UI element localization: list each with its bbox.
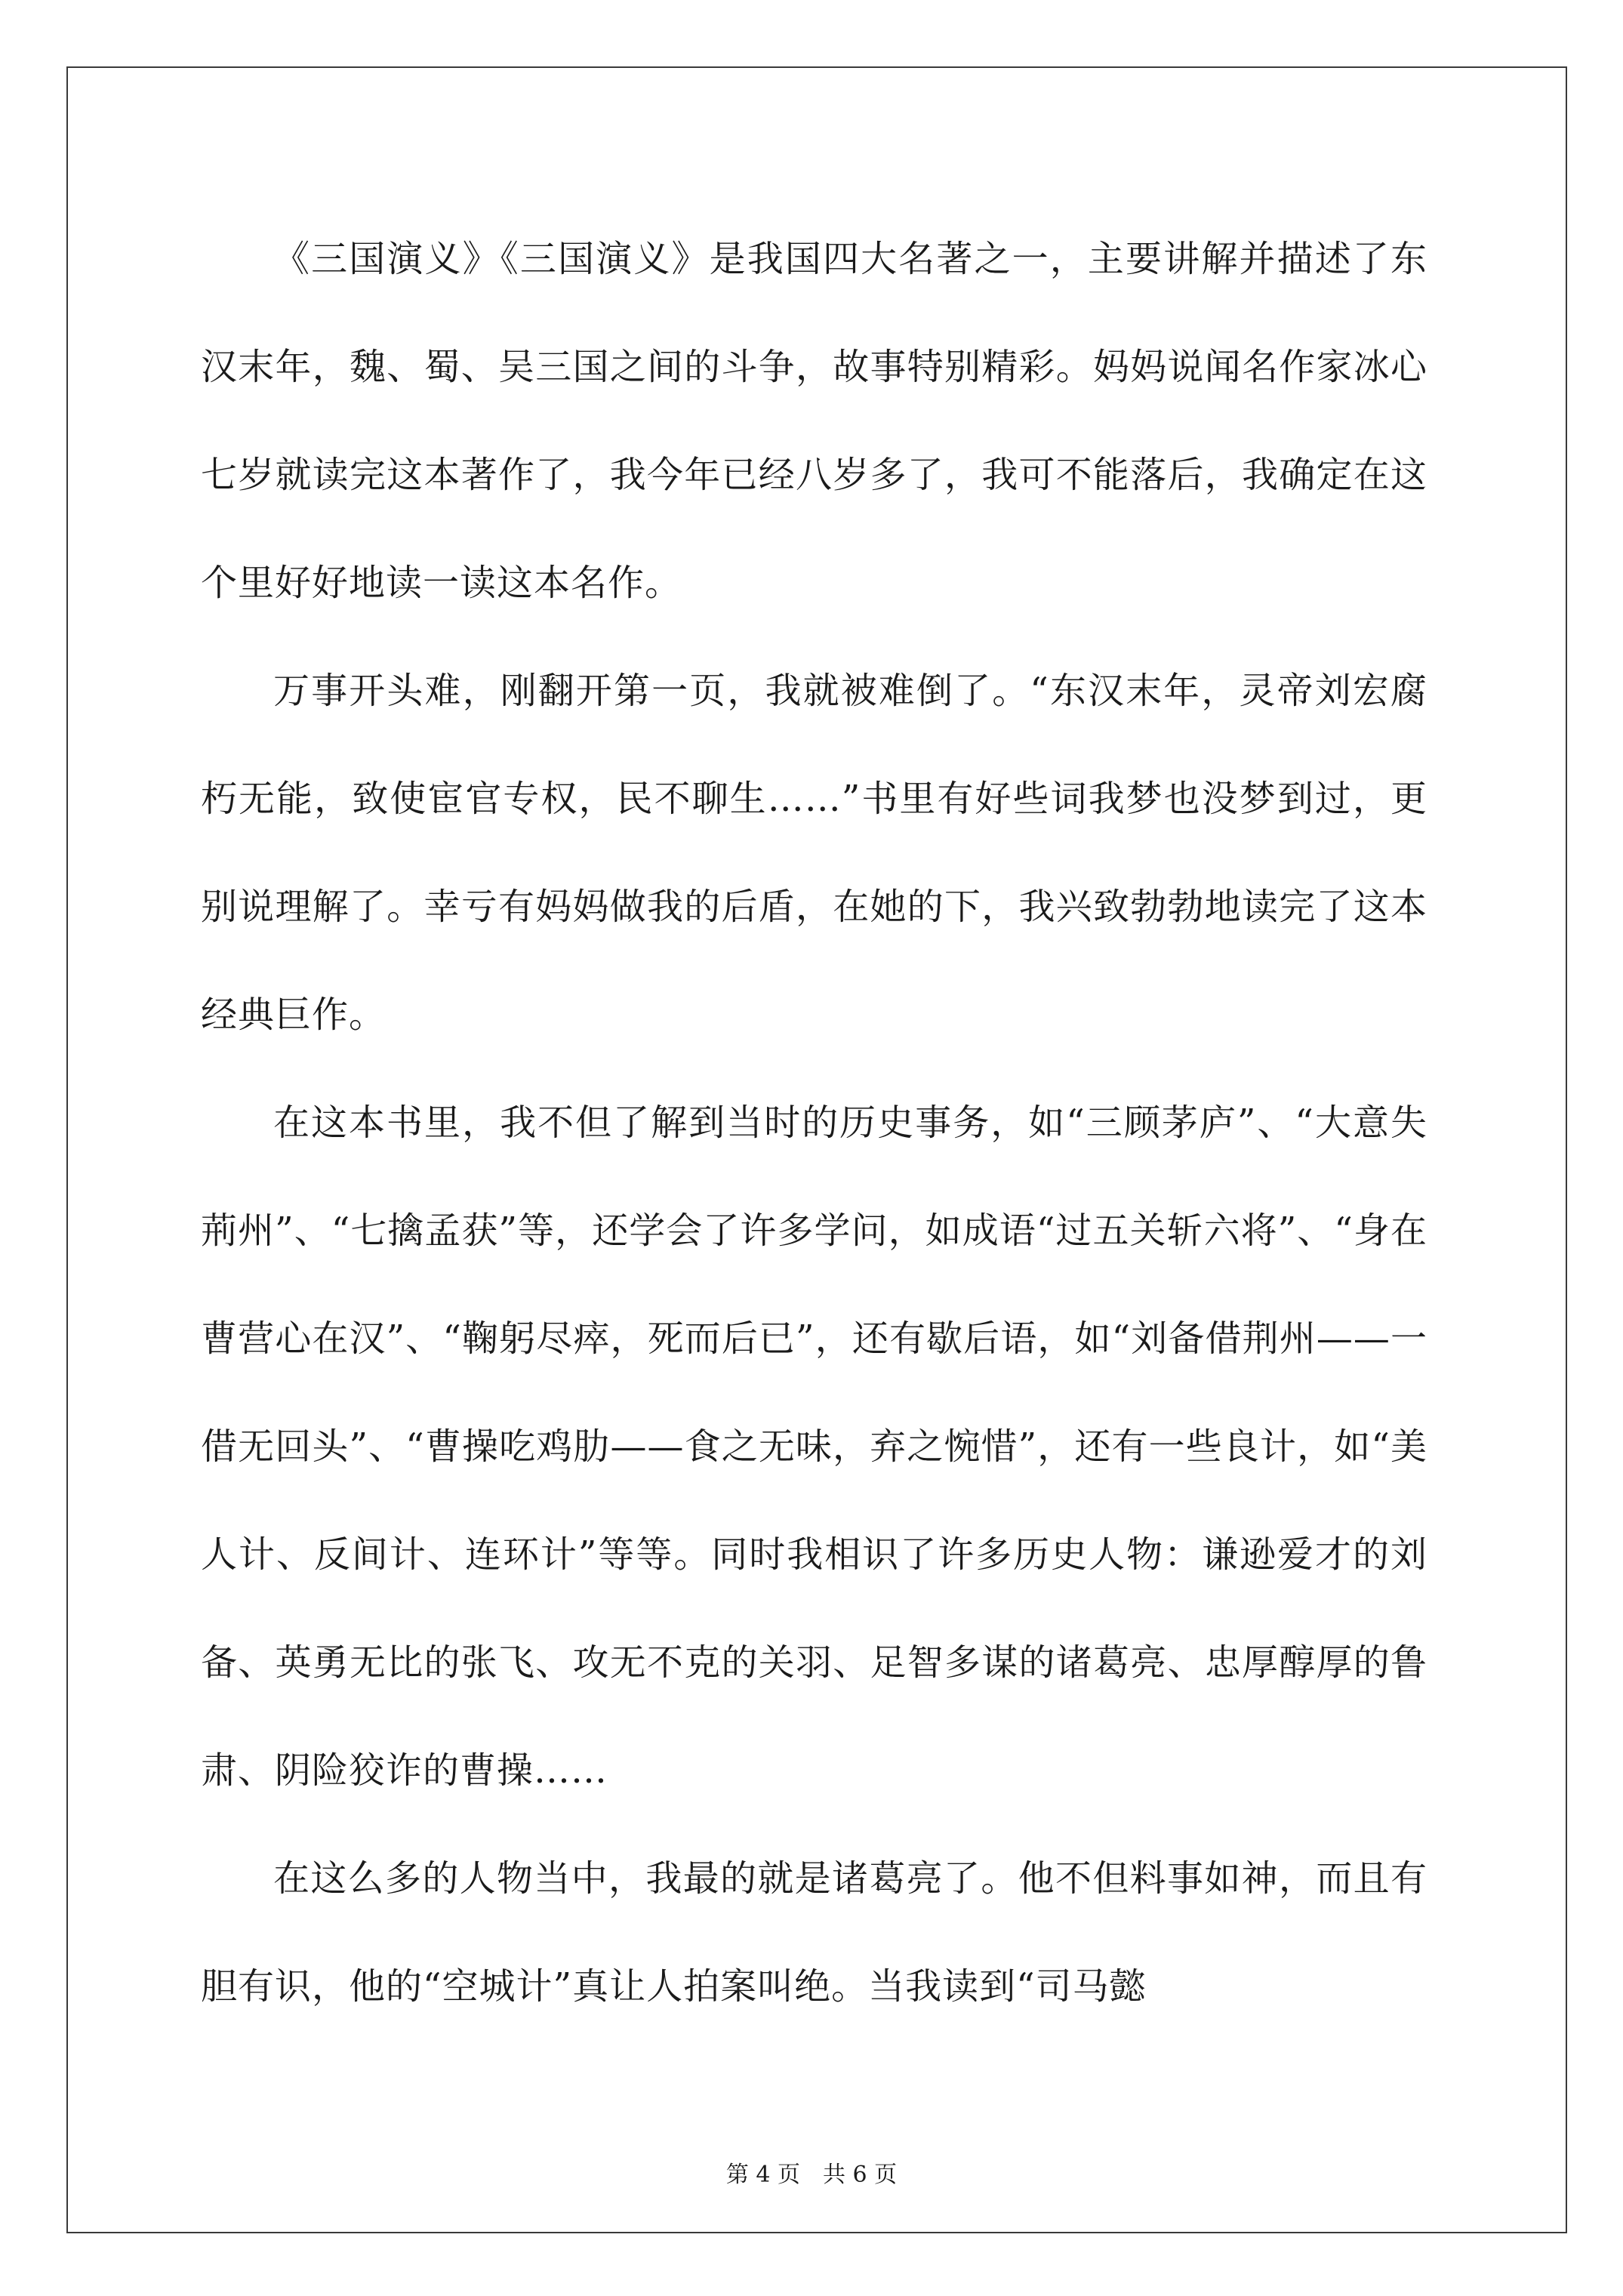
page-number: 第 4 页 共 6 页 (725, 2162, 898, 2188)
paragraph: 在这本书里，我不但了解到当时的历史事务，如“三顾茅庐”、“大意失荊州”、“七擒孟获”等，还学会了许多学问，如成语“过五关斩六将”、“身在曹营心在汉”、“鞠躬尽瘁，死而后已”，还有歇后语，如“刘备借荆州——一借无回头”、“曹操吃鸡肋——食之无味，弃之惋惜”，还有一些良计，如“美人计、反间计、连环计”等等。同时我相识了许多历史人物：谦逊爱才的刘备、英勇无比的张飞、攻无不克的关羽、足智多谋的诸葛亮、忠厚醇厚的鲁肃、阴险狡诈的曹操…… (201, 1102, 1427, 1792)
paragraph: 《三国演义》《三国演义》是我国四大名著之一，主要讲解并描述了东汉末年，魏、蜀、吴三国之间的斗争，故事特别精彩。妈妈说闻名作家冰心七岁就读完这本著作了，我今年已经八岁多了，我可不能落后，我确定在这个里好好地读一读这本名作。 (201, 238, 1427, 604)
paragraph: 万事开头难，刚翻开第一页，我就被难倒了。“东汉末年，灵帝刘宏腐朽无能，致使宦官专权，民不聊生……”书里有好些词我梦也没梦到过，更别说理解了。幸亏有妈妈做我的后盾，在她的下，我兴致勃勃地读完了这本经典巨作。 (201, 670, 1427, 1036)
document-body (201, 205, 1427, 2041)
paragraph: 在这么多的人物当中，我最的就是诸葛亮了。他不但料事如神，而且有胆有识，他的“空城计”真让人拍案叫绝。当我读到“司马懿 (201, 1857, 1427, 2008)
